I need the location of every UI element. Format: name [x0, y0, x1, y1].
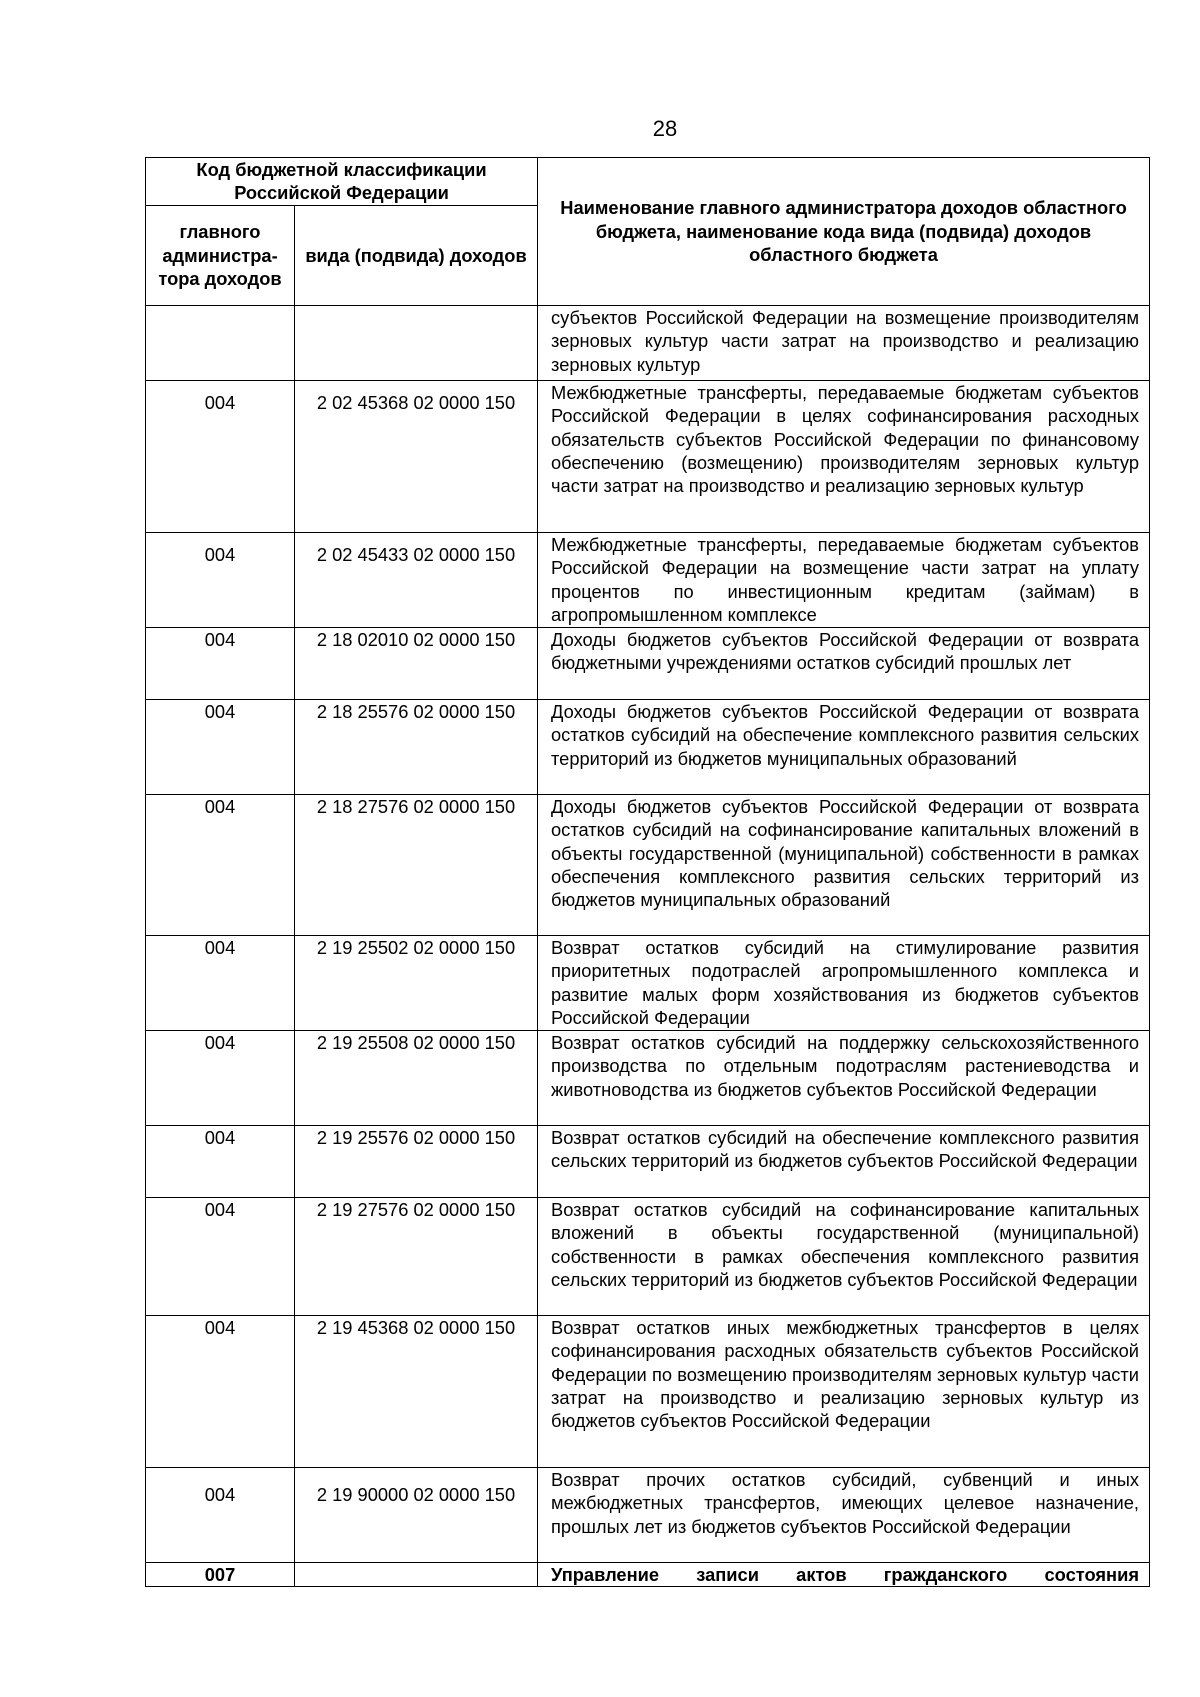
table-row [146, 1467, 1150, 1562]
revenue-code-cell: 2 19 27576 02 0000 150 [295, 1197, 538, 1315]
revenue-name-cell: субъектов Российской Федерации на возмещение производителям зерновых культур части затрат на производство и реализацию зерновых культур [538, 305, 1150, 380]
revenue-name-cell: Возврат остатков субсидий на поддержку сельскохозяйственного производства по отдельным подотраслям растениеводства и животноводства из бюджетов субъектов Российской Федерации [538, 1030, 1150, 1125]
table-row [146, 380, 1150, 532]
revenue-name-cell: Возврат остатков иных межбюджетных трансфертов в целях софинансирования расходных обязательств субъектов Российской Федерации по возмещению производителям зерновых культур части затрат на производство и реализацию зерновых культур из бюджетов субъектов Российской Федерации [538, 1315, 1150, 1467]
revenue-name-cell: Возврат остатков субсидий на софинансирование капитальных вложений в объекты государственной (муниципальной) собственности в рамках обеспечения комплексного развития сельских территорий из бюджетов субъектов Российской Федерации [538, 1197, 1150, 1315]
revenue-code-cell: 2 18 25576 02 0000 150 [295, 699, 538, 794]
admin-code-cell: 004 [146, 627, 295, 699]
admin-code-cell: 004 [146, 794, 295, 935]
header-revenue-type: вида (подвида) доходов [295, 205, 538, 305]
revenue-code-cell [295, 305, 538, 380]
admin-code-cell: 004 [146, 532, 295, 627]
table-row [146, 627, 1150, 699]
revenue-name-cell: Доходы бюджетов субъектов Российской Федерации от возврата остатков субсидий на софинансирование капитальных вложений в объекты государственной (муниципальной) собственности в рамках обеспечения комплексного развития сельских территорий из бюджетов муниципальных образований [538, 794, 1150, 935]
budget-classification-table [145, 157, 1150, 1587]
table-row [146, 305, 1150, 380]
admin-code-cell: 007 [146, 1562, 295, 1586]
revenue-code-cell: 2 18 02010 02 0000 150 [295, 627, 538, 699]
revenue-code-cell: 2 19 90000 02 0000 150 [295, 1467, 538, 1562]
revenue-code-cell [295, 1562, 538, 1586]
header-classification-code: Код бюджетной классификации Российской Федерации [146, 158, 538, 206]
admin-code-cell: 004 [146, 380, 295, 532]
revenue-name-cell: Возврат остатков субсидий на обеспечение комплексного развития сельских территорий из бюджетов субъектов Российской Федерации [538, 1125, 1150, 1197]
revenue-name-cell: Управление записи актов гражданского состояния [538, 1562, 1150, 1586]
revenue-code-cell: 2 02 45368 02 0000 150 [295, 380, 538, 532]
revenue-name-cell: Доходы бюджетов субъектов Российской Федерации от возврата остатков субсидий на обеспечение комплексного развития сельских территорий из бюджетов муниципальных образований [538, 699, 1150, 794]
revenue-name-cell: Межбюджетные трансферты, передаваемые бюджетам субъектов Российской Федерации в целях софинансирования расходных обязательств субъектов Российской Федерации по финансовому обеспечению (возмещению) производителям зерновых культур части затрат на производство и реализацию зерновых культур [538, 380, 1150, 532]
revenue-code-cell: 2 02 45433 02 0000 150 [295, 532, 538, 627]
table-row [146, 1315, 1150, 1467]
admin-code-cell: 004 [146, 1197, 295, 1315]
table-row [146, 699, 1150, 794]
header-administrator-name: Наименование главного администратора доходов областного бюджета, наименование кода вида (подвида) доходов областного бюджета [538, 158, 1150, 306]
table-row [146, 532, 1150, 627]
admin-code-cell [146, 305, 295, 380]
table-row [146, 1030, 1150, 1125]
table-row [146, 1562, 1150, 1586]
admin-code-cell: 004 [146, 1315, 295, 1467]
table-row [146, 935, 1150, 1030]
header-main-administrator: главного администра-тора доходов [146, 205, 295, 305]
revenue-name-cell: Возврат прочих остатков субсидий, субвенций и иных межбюджетных трансфертов, имеющих целевое назначение, прошлых лет из бюджетов субъектов Российской Федерации [538, 1467, 1150, 1562]
revenue-name-cell: Межбюджетные трансферты, передаваемые бюджетам субъектов Российской Федерации на возмещение части затрат на уплату процентов по инвестиционным кредитам (займам) в агропромышленном комплексе [538, 532, 1150, 627]
admin-code-cell: 004 [146, 1467, 295, 1562]
table-row [146, 1125, 1150, 1197]
revenue-code-cell: 2 19 25508 02 0000 150 [295, 1030, 538, 1125]
table-row [146, 794, 1150, 935]
revenue-code-cell: 2 19 25502 02 0000 150 [295, 935, 538, 1030]
revenue-code-cell: 2 19 25576 02 0000 150 [295, 1125, 538, 1197]
admin-code-cell: 004 [146, 1030, 295, 1125]
admin-code-cell: 004 [146, 935, 295, 1030]
admin-code-cell: 004 [146, 699, 295, 794]
revenue-name-cell: Доходы бюджетов субъектов Российской Федерации от возврата бюджетными учреждениями остатков субсидий прошлых лет [538, 627, 1150, 699]
table-header [146, 158, 1150, 306]
revenue-code-cell: 2 18 27576 02 0000 150 [295, 794, 538, 935]
revenue-code-cell: 2 19 45368 02 0000 150 [295, 1315, 538, 1467]
admin-code-cell: 004 [146, 1125, 295, 1197]
table-row [146, 1197, 1150, 1315]
page-number: 28 [652, 116, 678, 141]
revenue-name-cell: Возврат остатков субсидий на стимулирование развития приоритетных подотраслей агропромышленного комплекса и развитие малых форм хозяйствования из бюджетов субъектов Российской Федерации [538, 935, 1150, 1030]
table-body [146, 305, 1150, 1586]
